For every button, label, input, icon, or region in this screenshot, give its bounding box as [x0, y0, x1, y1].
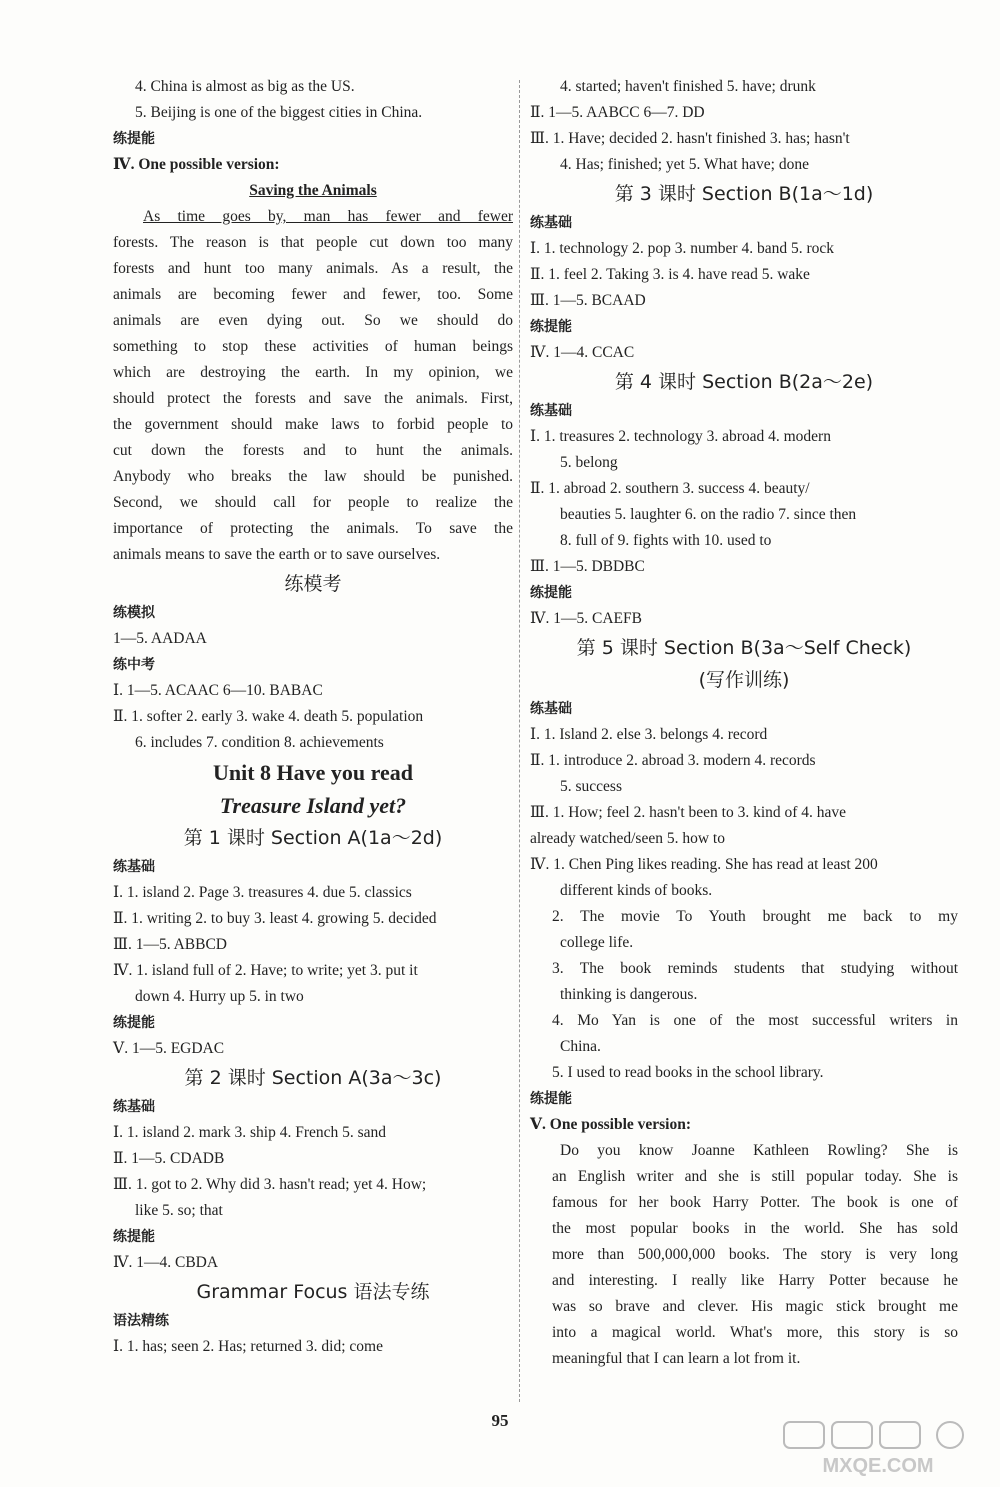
left-line: Grammar Focus 语法专练 [196, 1281, 430, 1303]
left-line: As time goes by, man has fewer and fewer [143, 208, 513, 225]
right-line: more than 500,000,000 books. The story is very long [552, 1246, 958, 1263]
right-line: and interesting. I really like Harry Potter because he [552, 1272, 958, 1289]
right-line: famous for her book Harry Potter. The book is one of [552, 1194, 958, 1211]
left-line: 第 1 课时 Section A(1a～2d) [183, 827, 443, 849]
right-line: an English writer and she is still popular today. She is [552, 1168, 958, 1185]
left-line: 练基础 [113, 1099, 155, 1115]
left-line: Ⅰ. 1—5. ACAAC 6—10. BABAC [113, 682, 323, 699]
left-line: 练中考 [113, 657, 155, 673]
column-divider [519, 80, 520, 1402]
right-line: Ⅱ. 1. feel 2. Taking 3. is 4. have read 5. wake [530, 266, 810, 283]
left-line: 4. China is almost as big as the US. [135, 78, 355, 95]
right-line: 练基础 [530, 403, 572, 419]
right-line: Ⅲ. 1. How; feel 2. hasn't been to 3. kind of 4. have [530, 804, 847, 821]
left-line: Anybody who breaks the law should be punished. [113, 468, 513, 485]
left-line: Ⅲ. 1—5. ABBCD [113, 936, 227, 953]
left-line: forests. The reason is that people cut down too many [113, 234, 513, 251]
left-line: 6. includes 7. condition 8. achievements [135, 734, 384, 751]
right-line: Ⅱ. 1. abroad 2. southern 3. success 4. beauty/ [530, 480, 810, 497]
left-line: animals are becoming fewer and fewer, too. Some [113, 286, 513, 303]
right-line: Ⅱ. 1. introduce 2. abroad 3. modern 4. records [530, 752, 816, 769]
left-line: forests and hunt too many animals. As a result, the [113, 260, 513, 277]
right-line: Ⅰ. 1. technology 2. pop 3. number 4. band 5. rock [530, 240, 835, 257]
right-line: 第 3 课时 Section B(1a～1d) [614, 183, 874, 205]
right-line: 2. The movie To Youth brought me back to my [552, 908, 958, 925]
right-line: was so brave and clever. His magic stick brought me [552, 1298, 958, 1315]
right-line: 第 5 课时 Section B(3a～Self Check) [576, 637, 912, 659]
left-line: Treasure Island yet? [219, 793, 407, 818]
watermark-text: MXQE.COM [822, 1455, 934, 1477]
right-line: meaningful that I can learn a lot from it. [552, 1350, 801, 1367]
right-line: 练提能 [530, 319, 572, 335]
right-line: 3. The book reminds students that studying without [552, 960, 958, 977]
right-line: (写作训练) [698, 669, 790, 691]
left-line: 1—5. AADAA [113, 630, 207, 647]
left-line: like 5. so; that [135, 1202, 223, 1219]
right-line: different kinds of books. [560, 882, 713, 899]
right-line: 5. success [560, 778, 622, 795]
right-line: beauties 5. laughter 6. on the radio 7. since then [560, 506, 857, 523]
right-line: Ⅳ. 1. Chen Ping likes reading. She has read at least 200 [530, 856, 878, 873]
left-line: Ⅱ. 1—5. CDADB [113, 1150, 225, 1167]
left-line: 练模拟 [113, 605, 155, 621]
right-line: Ⅴ. One possible version: [530, 1116, 692, 1133]
right-line: Ⅰ. 1. Island 2. else 3. belongs 4. record [530, 726, 768, 743]
left-line: animals are even dying out. So we should do [113, 312, 513, 329]
right-line: 4. started; haven't finished 5. have; drunk [560, 78, 816, 95]
right-line: already watched/seen 5. how to [530, 830, 725, 847]
left-line: Ⅲ. 1. got to 2. Why did 3. hasn't read; yet 4. How; [113, 1176, 427, 1193]
left-line: down 4. Hurry up 5. in two [135, 988, 304, 1005]
left-line: 练提能 [113, 1229, 155, 1245]
left-line: importance of protecting the animals. To save the [113, 520, 513, 537]
right-line: Ⅲ. 1—5. DBDBC [530, 558, 645, 575]
left-line: 练基础 [113, 859, 155, 875]
right-line: college life. [560, 934, 634, 951]
left-line: Ⅳ. 1—4. CBDA [113, 1254, 219, 1271]
left-line: should protect the forests and save the animals. First, [113, 390, 513, 407]
right-line: China. [560, 1038, 601, 1055]
right-line: 练提能 [530, 585, 572, 601]
left-line: Ⅱ. 1. writing 2. to buy 3. least 4. growing 5. decided [113, 910, 437, 927]
left-line: Saving the Animals [249, 182, 377, 199]
left-line: Ⅰ. 1. island 2. mark 3. ship 4. French 5. sand [113, 1124, 387, 1141]
left-line: which are destroying the earth. In my opinion, we [113, 364, 513, 381]
right-line: Ⅳ. 1—4. CCAC [530, 344, 635, 361]
left-line: animals means to save the earth or to save ourselves. [113, 546, 441, 563]
left-line: Ⅳ. 1. island full of 2. Have; to write; yet 3. put it [113, 962, 418, 979]
right-line: Do you know Joanne Kathleen Rowling? She is [560, 1142, 958, 1159]
right-line: 4. Has; finished; yet 5. What have; done [560, 156, 809, 173]
left-line: 练模考 [284, 573, 342, 595]
right-line: 练基础 [530, 215, 572, 231]
left-line: Ⅰ. 1. has; seen 2. Has; returned 3. did; come [113, 1338, 383, 1355]
left-line: 语法精练 [113, 1313, 169, 1329]
left-line: 5. Beijing is one of the biggest cities in China. [135, 104, 423, 121]
left-line: Ⅰ. 1. island 2. Page 3. treasures 4. due 5. classics [113, 884, 412, 901]
right-line: Ⅱ. 1—5. AABCC 6—7. DD [530, 104, 705, 121]
right-line: 4. Mo Yan is one of the most successful writers in [552, 1012, 958, 1029]
right-line: 练提能 [530, 1091, 572, 1107]
left-line: 第 2 课时 Section A(3a～3c) [184, 1067, 442, 1089]
left-line: Unit 8 Have you read [212, 760, 414, 785]
right-line: 8. full of 9. fights with 10. used to [560, 532, 772, 549]
right-line: 练基础 [530, 701, 572, 717]
left-line: the government should make laws to forbid people to [113, 416, 513, 433]
left-line: Ⅴ. 1—5. EGDAC [113, 1040, 225, 1057]
right-line: 第 4 课时 Section B(2a～2e) [614, 371, 874, 393]
right-column [530, 74, 958, 1372]
right-line: 5. belong [560, 454, 618, 471]
left-line: cut down the forests and to hunt the animals. [113, 442, 513, 459]
right-line: Ⅳ. 1—5. CAEFB [530, 610, 642, 627]
left-line: Second, we should call for people to realize the [113, 494, 513, 511]
right-line: thinking is dangerous. [560, 986, 698, 1003]
left-line: 练提能 [113, 131, 155, 147]
right-line: Ⅲ. 1—5. BCAAD [530, 292, 646, 309]
right-line: the most popular books in the world. She has sold [552, 1220, 958, 1237]
page-number: 95 [491, 1411, 509, 1430]
left-line: Ⅳ. One possible version: [113, 156, 280, 173]
watermark-logo [778, 1418, 978, 1480]
right-line: 5. I used to read books in the school library. [552, 1064, 824, 1081]
right-line: Ⅲ. 1. Have; decided 2. hasn't finished 3. has; hasn't [530, 130, 850, 147]
left-line: Ⅱ. 1. softer 2. early 3. wake 4. death 5. population [113, 708, 424, 725]
left-column [113, 74, 513, 1360]
left-line: something to stop these activities of human beings [113, 338, 513, 355]
left-line: 练提能 [113, 1015, 155, 1031]
right-line: Ⅰ. 1. treasures 2. technology 3. abroad 4. modern [530, 428, 831, 445]
right-line: into a magical world. What's more, this story is so [552, 1324, 958, 1341]
